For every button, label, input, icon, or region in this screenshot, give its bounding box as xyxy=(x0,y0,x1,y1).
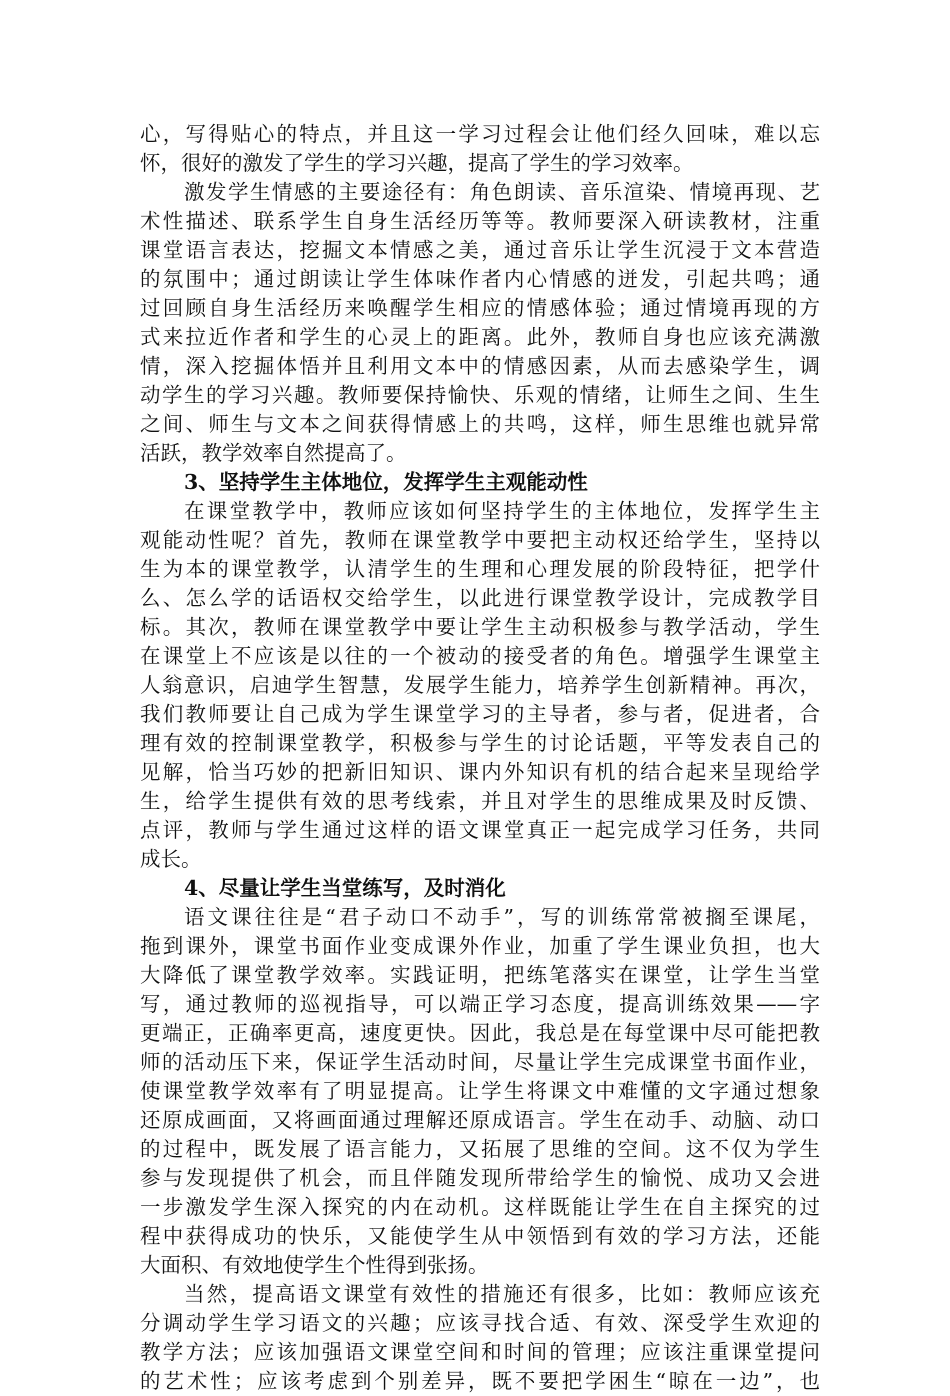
text-line: 分调动学生学习语文的兴趣；应该寻找合适、有效、深受学生欢迎的 xyxy=(140,1311,820,1335)
paragraph-2 xyxy=(140,178,820,468)
text-line: 语文课往往是“君子动口不动手”，写的训练常常被搁至课尾， xyxy=(184,905,820,929)
text-line: 程中获得成功的快乐，又能使学生从中领悟到有效的学习方法，还能 xyxy=(140,1224,820,1248)
text-line: 动学生的学习兴趣。教师要保持愉快、乐观的情绪，让师生之间、生生 xyxy=(140,383,820,407)
text-line: 大面积、有效地使学生个性得到张扬。 xyxy=(140,1253,489,1277)
text-line: 的过程中，既发展了语言能力，又拓展了思维的空间。这不仅为学生 xyxy=(140,1137,820,1161)
text-line: 写，通过教师的巡视指导，可以端正学习态度，提高训练效果——字 xyxy=(140,992,820,1016)
text-line: 在课堂教学中，教师应该如何坚持学生的主体地位，发挥学生主 xyxy=(184,499,820,523)
text-line: 教学方法；应该加强语文课堂空间和时间的管理；应该注重课堂提问 xyxy=(140,1340,820,1364)
section-heading-4: 4、尽量让学生当堂练写，及时消化 xyxy=(184,876,506,900)
paragraph-3 xyxy=(140,497,820,874)
text-line: 观能动性呢？首先，教师在课堂教学中要把主动权还给学生，坚持以 xyxy=(140,528,820,552)
text-line: 过回顾自身生活经历来唤醒学生相应的情感体验；通过情境再现的方 xyxy=(140,296,820,320)
text-line: 还原成画面，又将画面通过理解还原成语言。学生在动手、动脑、动口 xyxy=(140,1108,820,1132)
text-line: 么、怎么学的话语权交给学生，以此进行课堂教学设计，完成教学目 xyxy=(140,586,820,610)
text-line: 当然，提高语文课堂有效性的措施还有很多，比如：教师应该充 xyxy=(184,1282,820,1306)
text-line: 情，深入挖掘体悟并且利用文本中的情感因素，从而去感染学生，调 xyxy=(140,354,820,378)
text-line: 拖到课外，课堂书面作业变成课外作业，加重了学生课业负担，也大 xyxy=(140,934,820,958)
text-line: 使课堂教学效率有了明显提高。让学生将课文中难懂的文字通过想象 xyxy=(140,1079,820,1103)
text-line: 术性描述、联系学生自身生活经历等等。教师要深入研读教材，注重 xyxy=(140,209,820,233)
text-line: 见解，恰当巧妙的把新旧知识、课内外知识有机的结合起来呈现给学 xyxy=(140,760,820,784)
paragraph-4 xyxy=(140,903,820,1280)
text-line: 生，给学生提供有效的思考线索，并且对学生的思维成果及时反馈、 xyxy=(140,789,820,813)
text-line: 大降低了课堂教学效率。实践证明，把练笔落实在课堂，让学生当堂 xyxy=(140,963,820,987)
paragraph-1 xyxy=(140,120,820,178)
text-line: 课堂语言表达，挖掘文本情感之美，通过音乐让学生沉浸于文本营造 xyxy=(140,238,820,262)
paragraph-5 xyxy=(140,1280,820,1396)
text-line: 活跃，教学效率自然提高了。 xyxy=(140,441,407,465)
text-line: 成长。 xyxy=(140,847,202,871)
section-heading-3: 3、坚持学生主体地位，发挥学生主观能动性 xyxy=(184,470,588,494)
text-line: 人翁意识，启迪学生智慧，发展学生能力，培养学生创新精神。再次， xyxy=(140,673,820,697)
text-line: 之间、师生与文本之间获得情感上的共鸣，这样，师生思维也就异常 xyxy=(140,412,820,436)
text-line: 的艺术性；应该考虑到个别差异，既不要把学困生“晾在一边”，也 xyxy=(140,1369,820,1393)
text-line: 在课堂上不应该是以往的一个被动的接受者的角色。增强学生课堂主 xyxy=(140,644,820,668)
text-line: 标。其次，教师在课堂教学中要让学生主动积极参与教学活动，学生 xyxy=(140,615,820,639)
text-line: 更端正，正确率更高，速度更快。因此，我总是在每堂课中尽可能把教 xyxy=(140,1021,820,1045)
text-line: 的氛围中；通过朗读让学生体味作者内心情感的迸发，引起共鸣；通 xyxy=(140,267,820,291)
text-line: 师的活动压下来，保证学生活动时间，尽量让学生完成课堂书面作业， xyxy=(140,1050,820,1074)
text-line: 参与发现提供了机会，而且伴随发现所带给学生的愉悦、成功又会进 xyxy=(140,1166,820,1190)
document-page xyxy=(140,120,820,1396)
text-line: 式来拉近作者和学生的心灵上的距离。此外，教师自身也应该充满激 xyxy=(140,325,820,349)
text-line: 我们教师要让自己成为学生课堂学习的主导者，参与者，促进者，合 xyxy=(140,702,820,726)
text-line: 生为本的课堂教学，认清学生的生理和心理发展的阶段特征，把学什 xyxy=(140,557,820,581)
text-line: 点评，教师与学生通过这样的语文课堂真正一起完成学习任务，共同 xyxy=(140,818,820,842)
text-line: 一步激发学生深入探究的内在动机。这样既能让学生在自主探究的过 xyxy=(140,1195,820,1219)
text-line: 理有效的控制课堂教学，积极参与学生的讨论话题，平等发表自己的 xyxy=(140,731,820,755)
text-line: 心，写得贴心的特点，并且这一学习过程会让他们经久回味，难以忘 xyxy=(140,122,820,146)
text-line: 怀，很好的激发了学生的学习兴趣，提高了学生的学习效率。 xyxy=(140,151,694,175)
text-line: 激发学生情感的主要途径有：角色朗读、音乐渲染、情境再现、艺 xyxy=(184,180,820,204)
